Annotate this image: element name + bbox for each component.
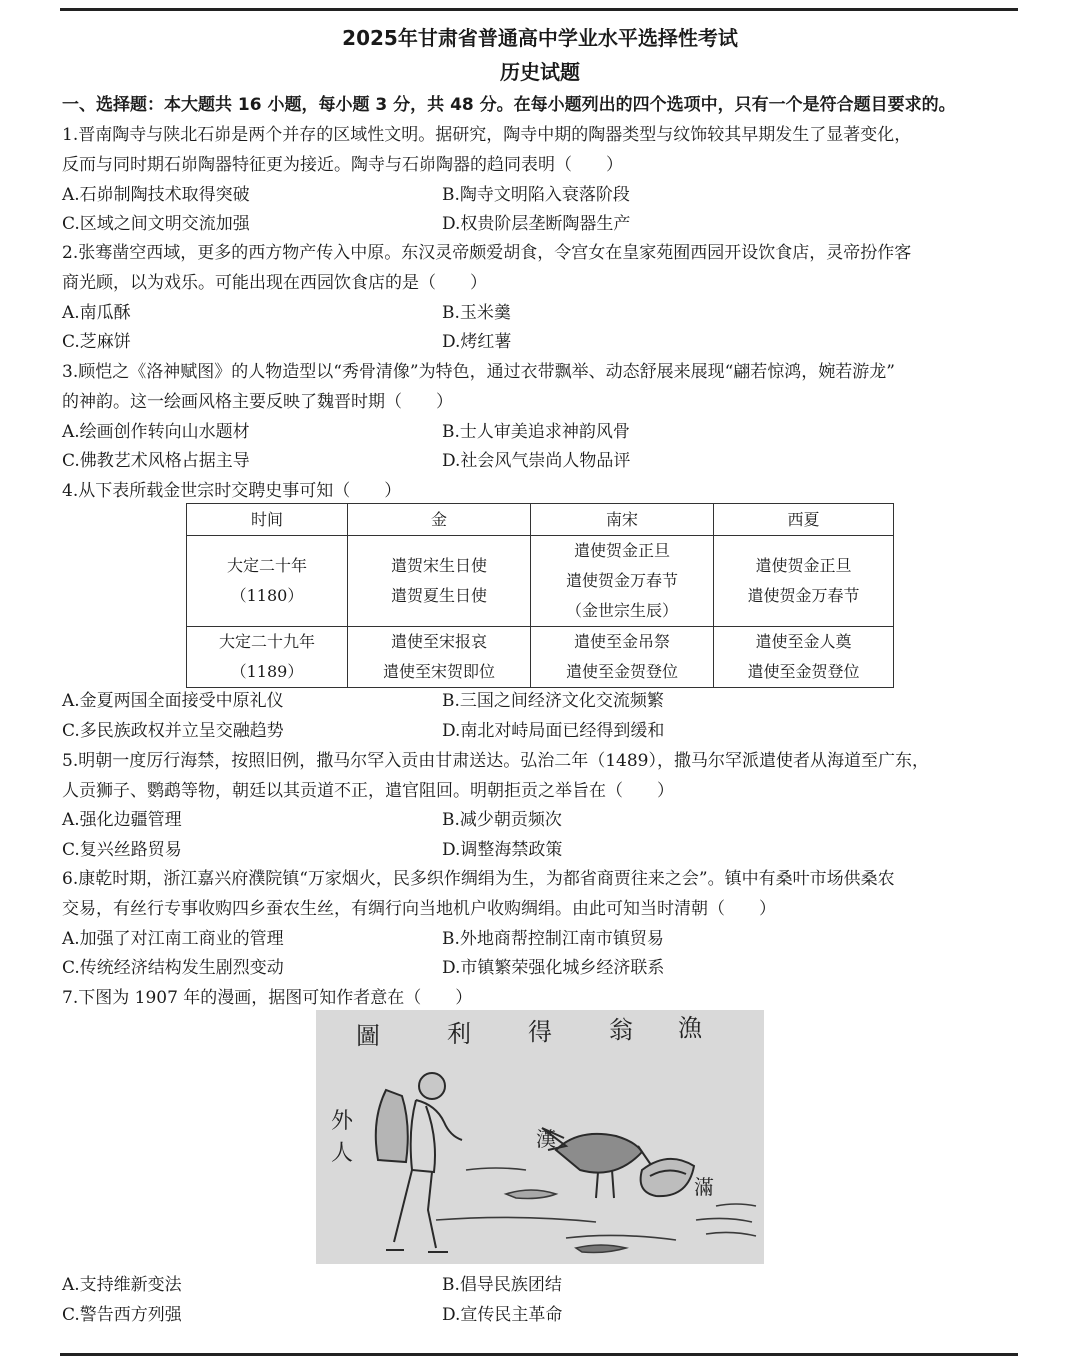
q6-option-a: A.加强了对江南工商业的管理 [62, 929, 284, 949]
q6-option-d: D.市镇繁荣强化城乡经济联系 [442, 958, 665, 978]
cell-line: 遣贺夏生日使 [390, 586, 487, 605]
table-header-row [187, 504, 894, 536]
diplomacy-table [186, 503, 894, 688]
q3-stem-line-2: 的神韵。这一绘画风格主要反映了魏晋时期（ ） [62, 392, 453, 412]
cell-line: 遣使至金人奠 [755, 632, 852, 651]
cartoon-title-char: 得 [528, 1018, 552, 1046]
q6-option-c: C.传统经济结构发生剧烈变动 [62, 958, 284, 978]
q4-option-c: C.多民族政权并立呈交融趋势 [62, 721, 284, 741]
cartoon-label-han: 漢 [536, 1127, 556, 1151]
q3-option-a: A.绘画创作转向山水题材 [62, 422, 250, 442]
cell-line: 遣使至金贺登位 [565, 662, 678, 681]
cartoon-drawing [316, 1010, 764, 1264]
table-cell [714, 536, 894, 627]
cartoon-image [316, 1010, 764, 1264]
q2-option-d: D.烤红薯 [442, 332, 512, 352]
q5-stem-line-2: 人贡狮子、鹦鹉等物，朝廷以其贡道不正，遣官阻回。明朝拒贡之举旨在（ ） [62, 781, 674, 801]
q1-option-d: D.权贵阶层垄断陶器生产 [442, 214, 631, 234]
q2-stem-line-1: 2.张骞凿空西域，更多的西方物产传入中原。东汉灵帝颇爱胡食，令宫女在皇家苑囿西园开设饮食店，灵帝扮作客 [62, 243, 912, 263]
q3-option-c: C.佛教艺术风格占据主导 [62, 451, 250, 471]
q3-option-b: B.士人审美追求神韵风骨 [442, 422, 630, 442]
q6-stem-line-2: 交易，有丝行专事收购四乡蚕农生丝，有绸行向当地机户收购绸绢。由此可知当时清朝（ ） [62, 899, 776, 919]
section-heading: 一、选择题：本大题共 16 小题，每小题 3 分，共 48 分。在每小题列出的四个选项中，只有一个是符合题目要求的。 [62, 95, 956, 115]
cell-line: 遣使至金吊祭 [573, 632, 670, 651]
cartoon-label-outsider-2: 人 [330, 1141, 354, 1166]
q1-stem-line-2: 反而与同时期石峁陶器特征更为接近。陶寺与石峁陶器的趋同表明（ ） [62, 155, 623, 175]
q1-stem-line-1: 1.晋南陶寺与陕北石峁是两个并存的区域性文明。据研究，陶寺中期的陶器类型与纹饰较其早期发生了显著变化， [62, 125, 912, 145]
cell-line: 大定二十年 [226, 556, 307, 575]
q1-option-b: B.陶寺文明陷入衰落阶段 [442, 185, 630, 205]
cell-line: 遣使至金贺登位 [747, 662, 860, 681]
q3-option-d: D.社会风气崇尚人物品评 [442, 451, 631, 471]
cell-line: （1180） [230, 586, 304, 605]
table-cell [531, 536, 714, 627]
q7-option-a: A.支持维新变法 [62, 1275, 182, 1295]
cell-line: （金世宗生辰） [565, 601, 678, 620]
q2-option-a: A.南瓜酥 [62, 303, 131, 323]
top-rule [60, 8, 1018, 11]
q4-stem-line-1: 4.从下表所载金世宗时交聘史事可知（ ） [62, 481, 402, 501]
q4-option-a: A.金夏两国全面接受中原礼仪 [62, 691, 284, 711]
table-row [187, 627, 894, 688]
q2-option-c: C.芝麻饼 [62, 332, 131, 352]
q7-option-b: B.倡导民族团结 [442, 1275, 562, 1295]
q5-option-a: A.强化边疆管理 [62, 810, 182, 830]
cell-line: 遣使贺金正旦 [573, 541, 670, 560]
table-header-jin: 金 [348, 504, 531, 536]
cell-line: 遣使贺金正旦 [755, 556, 852, 575]
q4-option-b: B.三国之间经济文化交流频繁 [442, 691, 664, 711]
cell-line: 遣使贺金万春节 [565, 571, 678, 590]
q7-option-c: C.警告西方列强 [62, 1305, 182, 1325]
q2-option-b: B.玉米羹 [442, 303, 511, 323]
q6-stem-line-1: 6.康乾时期，浙江嘉兴府濮院镇“万家烟火，民多织作绸绢为生，为都省商贾往来之会”。镇中有桑叶市场供桑农 [62, 869, 895, 889]
exam-subtitle: 历史试题 [500, 60, 580, 84]
q1-option-c: C.区域之间文明交流加强 [62, 214, 250, 234]
cartoon-title-char: 圖 [356, 1022, 380, 1050]
q7-stem-line-1: 7.下图为 1907 年的漫画，据图可知作者意在（ ） [62, 988, 473, 1008]
table-cell [348, 536, 531, 627]
cartoon-title-char: 利 [447, 1020, 471, 1048]
q3-stem-line-1: 3.顾恺之《洛神赋图》的人物造型以“秀骨清像”为特色，通过衣带飘举、动态舒展来展现“翩若惊鸿，婉若游龙” [62, 362, 895, 382]
cell-line: 遣使贺金万春节 [747, 586, 860, 605]
cartoon-title-char: 翁 [609, 1016, 633, 1044]
cell-line: 大定二十九年 [218, 632, 315, 651]
q1-option-a: A.石峁制陶技术取得突破 [62, 185, 250, 205]
cell-line: 遣使至宋报哀 [390, 632, 487, 651]
cartoon-label-outsider-1: 外 [330, 1109, 354, 1134]
q5-stem-line-1: 5.明朝一度厉行海禁，按照旧例，撒马尔罕入贡由甘肃送达。弘治二年（1489），撒马尔罕派遣使者从海道至广东， [62, 751, 929, 771]
table-cell [531, 627, 714, 688]
q4-option-d: D.南北对峙局面已经得到缓和 [442, 721, 665, 741]
q2-stem-line-2: 商光顾，以为戏乐。可能出现在西园饮食店的是（ ） [62, 273, 487, 293]
bottom-rule [60, 1353, 1018, 1356]
table-header-southern-song: 南宋 [531, 504, 714, 536]
table-row [187, 536, 894, 627]
exam-title: 2025年甘肃省普通高中学业水平选择性考试 [342, 26, 738, 50]
q7-option-d: D.宣传民主革命 [442, 1305, 563, 1325]
cartoon-title-char: 漁 [678, 1014, 702, 1042]
table-cell [187, 627, 348, 688]
q5-option-d: D.调整海禁政策 [442, 840, 563, 860]
q5-option-b: B.减少朝贡频次 [442, 810, 562, 830]
cartoon-label-man: 滿 [694, 1175, 714, 1199]
table-cell [187, 536, 348, 627]
table-cell [714, 627, 894, 688]
cell-line: 遣贺宋生日使 [390, 556, 487, 575]
q5-option-c: C.复兴丝路贸易 [62, 840, 182, 860]
cell-line: 遣使至宋贺即位 [382, 662, 495, 681]
q6-option-b: B.外地商帮控制江南市镇贸易 [442, 929, 664, 949]
table-header-time: 时间 [187, 504, 348, 536]
table-header-western-xia: 西夏 [714, 504, 894, 536]
cell-line: （1189） [230, 662, 304, 681]
table-cell [348, 627, 531, 688]
